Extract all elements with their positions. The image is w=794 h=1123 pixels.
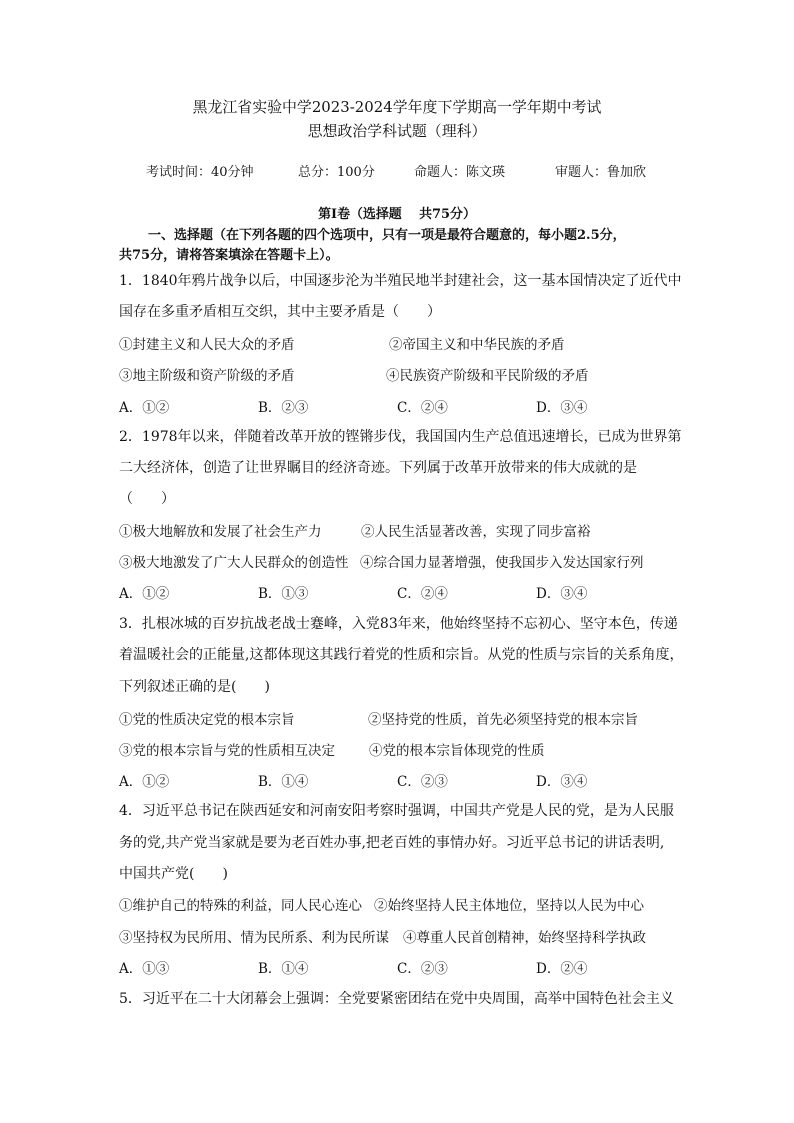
exam-subtitle: 思想政治学科试题（理科） (307, 122, 487, 140)
question-stem-line: 2．1978年以来，伴随着改革开放的铿锵步伐，我国国内生产总值迅速增长，已成为世界第 (119, 429, 682, 445)
question-stem-line: 中国共产党( ) (119, 866, 228, 882)
statement-option: ③坚持权为民所用、情为民所系、利为民所谋 (119, 930, 389, 946)
exam-time: 考试时间：40分钟 (146, 165, 254, 180)
total-score: 总分：100分 (298, 165, 375, 180)
answer-choice-b: B．①④ (258, 961, 309, 977)
answer-choice-b: B．①③ (258, 586, 309, 602)
answer-choice-c: C．②③ (397, 961, 448, 977)
question-stem-line: 下列叙述正确的是( ) (119, 679, 270, 695)
statement-option: ③极大地激发了广大人民群众的创造性 (119, 555, 349, 571)
answer-choice-c: C．②④ (397, 400, 448, 416)
statement-option: ②坚持党的性质，首先必须坚持党的根本宗旨 (368, 712, 638, 728)
question-stem-line: 国存在多重矛盾相互交织，其中主要矛盾是（ ） (119, 304, 441, 320)
answer-choice-a: A．①③ (119, 961, 170, 977)
statement-option: ③党的根本宗旨与党的性质相互决定 (119, 743, 335, 759)
answer-choice-c: C．②③ (397, 774, 448, 790)
answer-choice-d: D．③④ (536, 400, 588, 416)
statement-option: ②人民生活显著改善，实现了同步富裕 (361, 524, 591, 540)
answer-choice-d: D．②④ (536, 961, 588, 977)
answer-choice-a: A．①② (119, 400, 170, 416)
answer-choice-d: D．③④ (536, 774, 588, 790)
answer-choice-a: A．①② (119, 774, 170, 790)
statement-option: ④尊重人民首创精神，始终坚持科学执政 (403, 930, 646, 946)
question-stem-line: 务的党,共产党当家就是要为老百姓办事,把老百姓的事情办好。习近平总书记的讲话表明, (119, 835, 665, 851)
statement-option: ②帝国主义和中华民族的矛盾 (389, 337, 565, 353)
question-stem-line: 3．扎根冰城的百岁抗战老战士蹇峰，入党83年来，他始终坚持不忘初心、坚守本色，传递 (119, 616, 678, 632)
question-reviewer: 审题人：鲁加欣 (555, 165, 647, 180)
question-stem-line: 5．习近平在二十大闭幕会上强调：全党要紧密团结在党中央周围，高举中国特色社会主义 (119, 991, 674, 1007)
statement-option: ④民族资产阶级和平民阶级的矛盾 (386, 368, 589, 384)
statement-option: ③地主阶级和资产阶级的矛盾 (119, 368, 295, 384)
answer-choice-b: B．②③ (258, 400, 309, 416)
question-stem-line: 二大经济体，创造了让世界瞩目的经济奇迹。下列属于改革开放带来的伟大成就的是 (119, 460, 637, 476)
question-setter: 命题人：陈文瑛 (414, 165, 506, 180)
statement-option: ①维护自己的特殊的利益，同人民心连心 (119, 898, 362, 914)
section-instruction-line1: 一、选择题（在下列各题的四个选项中，只有一项是最符合题意的，每小题2.5分， (148, 228, 626, 243)
statement-option: ①封建主义和人民大众的矛盾 (119, 337, 295, 353)
question-stem-line: 1．1840年鸦片战争以后，中国逐步沦为半殖民地半封建社会，这一基本国情决定了近代中 (119, 273, 682, 289)
question-stem-line: 着温暖社会的正能量,这都体现这其践行着党的性质和宗旨。从党的性质与宗旨的关系角度， (119, 647, 684, 663)
section-instruction-line2: 共75分，请将答案填涂在答题卡上）。 (119, 248, 339, 263)
statement-option: ①党的性质决定党的根本宗旨 (119, 712, 295, 728)
answer-choice-b: B．①④ (258, 774, 309, 790)
question-stem-line: （ ） (119, 491, 175, 507)
exam-title: 黑龙江省实验中学2023-2024学年度下学期高一学年期中考试 (192, 98, 602, 116)
statement-option: ④综合国力显著增强，使我国步入发达国家行列 (360, 555, 644, 571)
answer-choice-d: D．③④ (536, 586, 588, 602)
statement-option: ①极大地解放和发展了社会生产力 (119, 524, 322, 540)
answer-choice-c: C．②④ (397, 586, 448, 602)
section-heading: 第Ⅰ卷（选择题 共75分） (318, 207, 476, 222)
question-stem-line: 4．习近平总书记在陕西延安和河南安阳考察时强调，中国共产党是人民的党，是为人民服 (119, 803, 674, 819)
statement-option: ④党的根本宗旨体现党的性质 (369, 743, 545, 759)
answer-choice-a: A．①② (119, 586, 170, 602)
statement-option: ②始终坚持人民主体地位，坚持以人民为中心 (374, 898, 644, 914)
